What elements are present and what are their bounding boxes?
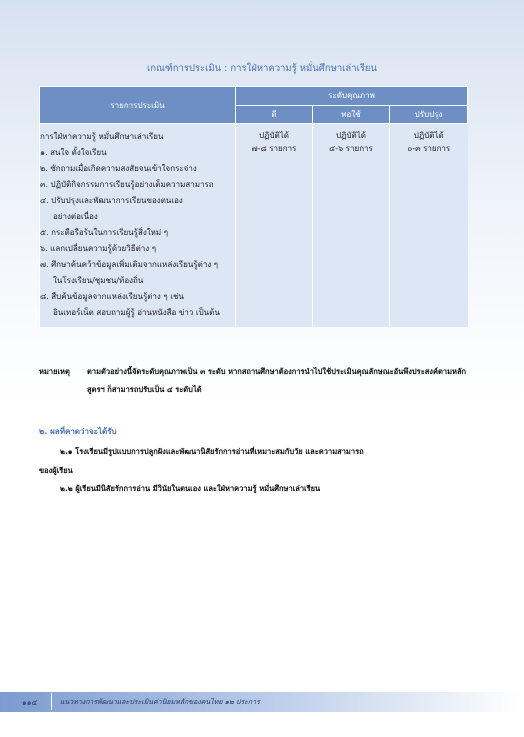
- item-7: ๗. ศึกษาค้นคว้าข้อมูลเพิ่มเติมจากแหล่งเรียนรู้ต่าง ๆ: [40, 260, 219, 269]
- level-fair-line2: ๔-๖ รายการ: [329, 144, 373, 153]
- level-good-cell: [236, 124, 313, 328]
- item-3: ๓. ปฏิบัติกิจกรรมการเรียนรู้อย่างเต็มความสามารถ: [40, 180, 214, 189]
- item-4: ๔. ปรับปรุงและพัฒนาการเรียนของตนเอง: [40, 196, 183, 205]
- item-8-cont: อินเทอร์เน็ต สอบถามผู้รู้ อ่านหนังสือ ข่าว เป็นต้น: [53, 308, 220, 317]
- level-improve-line2: ๐-๓ รายการ: [407, 144, 451, 153]
- note-label: หมายเหตุ: [39, 367, 70, 376]
- criteria-table: [39, 86, 468, 327]
- item-title: การใฝ่หาความรู้ หมั่นศึกษาเล่าเรียน: [40, 132, 164, 141]
- level-improve-header: ปรับปรุง: [390, 105, 468, 124]
- page-title: เกณฑ์การประเมิน : การใฝ่หาความรู้ หมั่นศึกษาเล่าเรียน: [147, 63, 377, 74]
- level-fair-cell: [313, 124, 390, 328]
- page-number: ๑๑๔: [22, 698, 38, 707]
- items-cell: [40, 124, 236, 328]
- level-improve-line1: ปฏิบัติได้: [413, 131, 444, 140]
- item-2: ๒. ซักถามเมื่อเกิดความสงสัยจนเข้าใจกระจ่าง: [40, 164, 197, 173]
- paragraph-2-2: ๒.๒ ผู้เรียนมีนิสัยรักการอ่าน มีวินัยในตนเอง และใฝ่หาความรู้ หมั่นศึกษาเล่าเรียน: [60, 484, 321, 493]
- item-8: ๘. สืบค้นข้อมูลจากแหล่งเรียนรู้ต่าง ๆ เช่น: [40, 292, 184, 301]
- level-good-line2: ๗-๘ รายการ: [251, 144, 297, 153]
- paragraph-2-1-cont: ของผู้เรียน: [39, 466, 73, 475]
- note-text: ตามตัวอย่างนี้จัดระดับคุณภาพเป็น ๓ ระดับ หากสถานศึกษาต้องการนำไปใช้ประเมินคุณลักษณะอันพึงประสงค์ตามหลักสูตรฯ ก็สามารถปรับเป็น ๔ ระดับได้: [87, 367, 467, 394]
- quality-level-header: ระดับคุณภาพ: [236, 87, 468, 106]
- item-4-cont: อย่างต่อเนื่อง: [53, 212, 98, 221]
- footer-title: แนวทางการพัฒนาและประเมินค่านิยมหลักของคนไทย ๑๒ ประการ: [60, 698, 260, 706]
- level-good-header: ดี: [236, 105, 313, 124]
- level-improve-cell: [390, 124, 468, 328]
- level-good-line1: ปฏิบัติได้: [259, 131, 289, 140]
- level-fair-header: พอใช้: [313, 105, 390, 124]
- level-fair-line1: ปฏิบัติได้: [336, 131, 366, 140]
- footer-divider: [51, 693, 52, 710]
- paragraph-2-1: ๒.๑ โรงเรียนมีรูปแบบการปลูกฝังและพัฒนานิสัยรักการอ่านที่เหมาะสมกับวัย และความสามารถ: [60, 447, 364, 456]
- item-1: ๑. สนใจ ตั้งใจเรียน: [40, 148, 107, 157]
- item-7-cont: ในโรงเรียน/ชุมชน/ท้องถิ่น: [53, 276, 144, 285]
- item-6: ๖. แลกเปลี่ยนความรู้ด้วยวิธีต่าง ๆ: [40, 244, 157, 253]
- item-5: ๕. กระตือรือร้นในการเรียนรู้สิ่งใหม่ ๆ: [40, 228, 169, 237]
- items-column-header: รายการประเมิน: [40, 87, 236, 124]
- section-heading: ๒. ผลที่คาดว่าจะได้รับ: [39, 427, 117, 436]
